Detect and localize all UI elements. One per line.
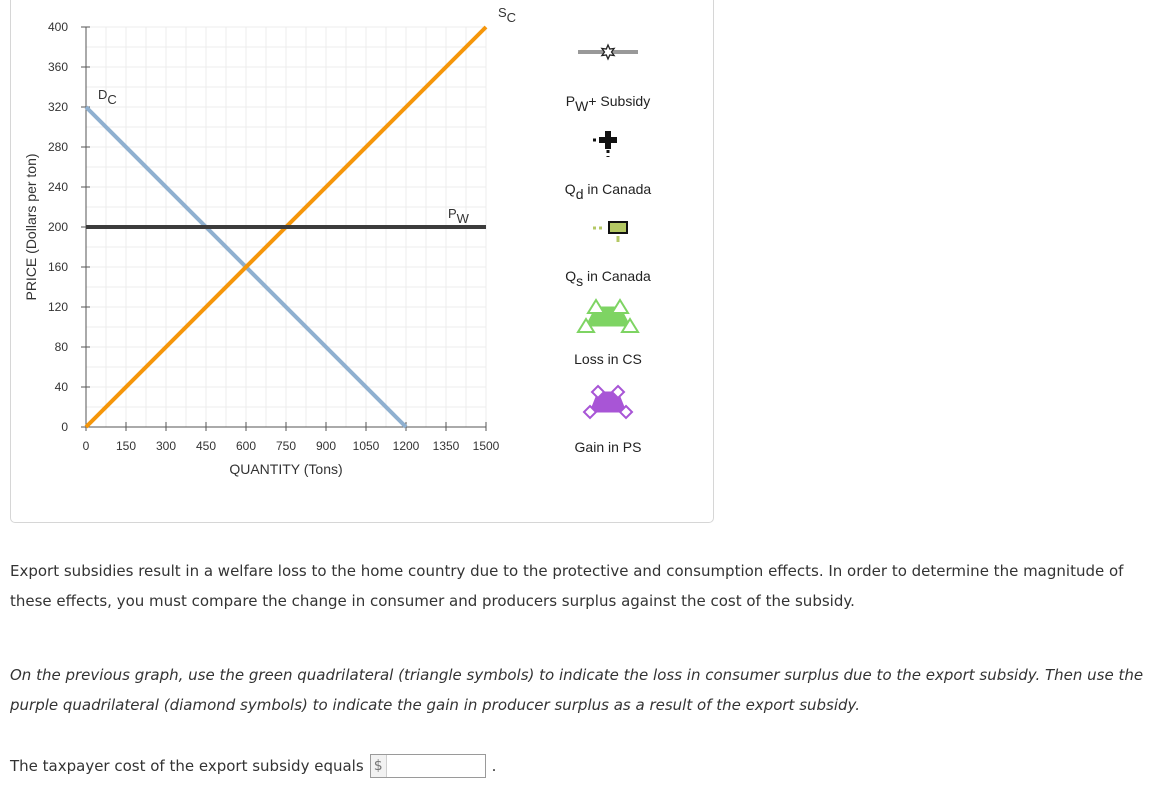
x-axis-title: QUANTITY (Tons) xyxy=(229,461,343,477)
y-tick-label: 40 xyxy=(54,380,68,394)
y-tick-label: 280 xyxy=(47,140,68,154)
answer-row xyxy=(10,752,496,780)
x-tick-label: 1050 xyxy=(352,439,380,453)
y-tick-label: 80 xyxy=(54,340,68,354)
instruction-paragraph-1: Export subsidies result in a welfare loss to the home country due to the protective and consumption effects. In order to determine the magnitude of these effects, you must compare the change in consumer and producers surplus against the cost of the subsidy. xyxy=(10,562,1124,610)
legend-label-qd: Qd in Canada xyxy=(564,181,652,202)
legend-label-gain-ps: Gain in PS xyxy=(574,439,642,455)
legend-label-qs: Qs in Canada xyxy=(565,268,651,289)
legend-label-pw-subsidy: PW+ Subsidy xyxy=(565,93,651,114)
x-tick-label: 300 xyxy=(155,439,177,453)
question-text: The taxpayer cost of the export subsidy equals xyxy=(10,757,364,775)
graph-panel xyxy=(10,0,714,523)
y-tick-label: 400 xyxy=(47,20,68,34)
x-tick-label: 750 xyxy=(275,439,297,453)
subsidy-cost-input[interactable] xyxy=(387,756,485,776)
x-tick-label: 1500 xyxy=(472,439,500,453)
y-tick-label: 240 xyxy=(47,180,68,194)
supply-curve-label: SC xyxy=(498,5,517,25)
legend-marker-qs xyxy=(593,222,627,242)
legend-marker-gain-ps xyxy=(584,386,632,418)
x-tick-label: 1350 xyxy=(432,439,460,453)
x-tick-label: 900 xyxy=(315,439,337,453)
instruction-paragraph-2: On the previous graph, use the green quadrilateral (triangle symbols) to indicate the loss in consumer surplus due to the export subsidy. Then use the purple quadrilateral (diamond symbols) to indicate the gain in producer surplus as a result of the export subsidy. xyxy=(10,666,1144,714)
y-tick-label: 160 xyxy=(47,260,68,274)
x-tick-label: 1200 xyxy=(392,439,420,453)
y-axis-title: PRICE (Dollars per ton) xyxy=(23,153,39,301)
y-tick-label: 0 xyxy=(61,420,68,434)
world-price-label: PW xyxy=(448,206,469,226)
cost-input-box[interactable] xyxy=(370,754,486,778)
dollar-sign: $ xyxy=(371,755,387,777)
y-tick-label: 360 xyxy=(47,60,68,74)
period: . xyxy=(491,757,497,775)
chart[interactable] xyxy=(11,0,715,523)
demand-curve-label: DC xyxy=(98,87,117,107)
legend-marker-qd xyxy=(593,131,617,157)
legend-label-loss-cs: Loss in CS xyxy=(574,351,642,367)
legend-marker-loss-cs xyxy=(578,300,638,332)
x-tick-label: 600 xyxy=(235,439,257,453)
legend-marker-pw-subsidy xyxy=(578,45,638,59)
x-tick-label: 150 xyxy=(115,439,137,453)
x-tick-label: 0 xyxy=(82,439,90,453)
y-tick-label: 120 xyxy=(47,300,68,314)
y-tick-label: 320 xyxy=(47,100,68,114)
y-tick-label: 200 xyxy=(47,220,68,234)
x-tick-label: 450 xyxy=(195,439,217,453)
